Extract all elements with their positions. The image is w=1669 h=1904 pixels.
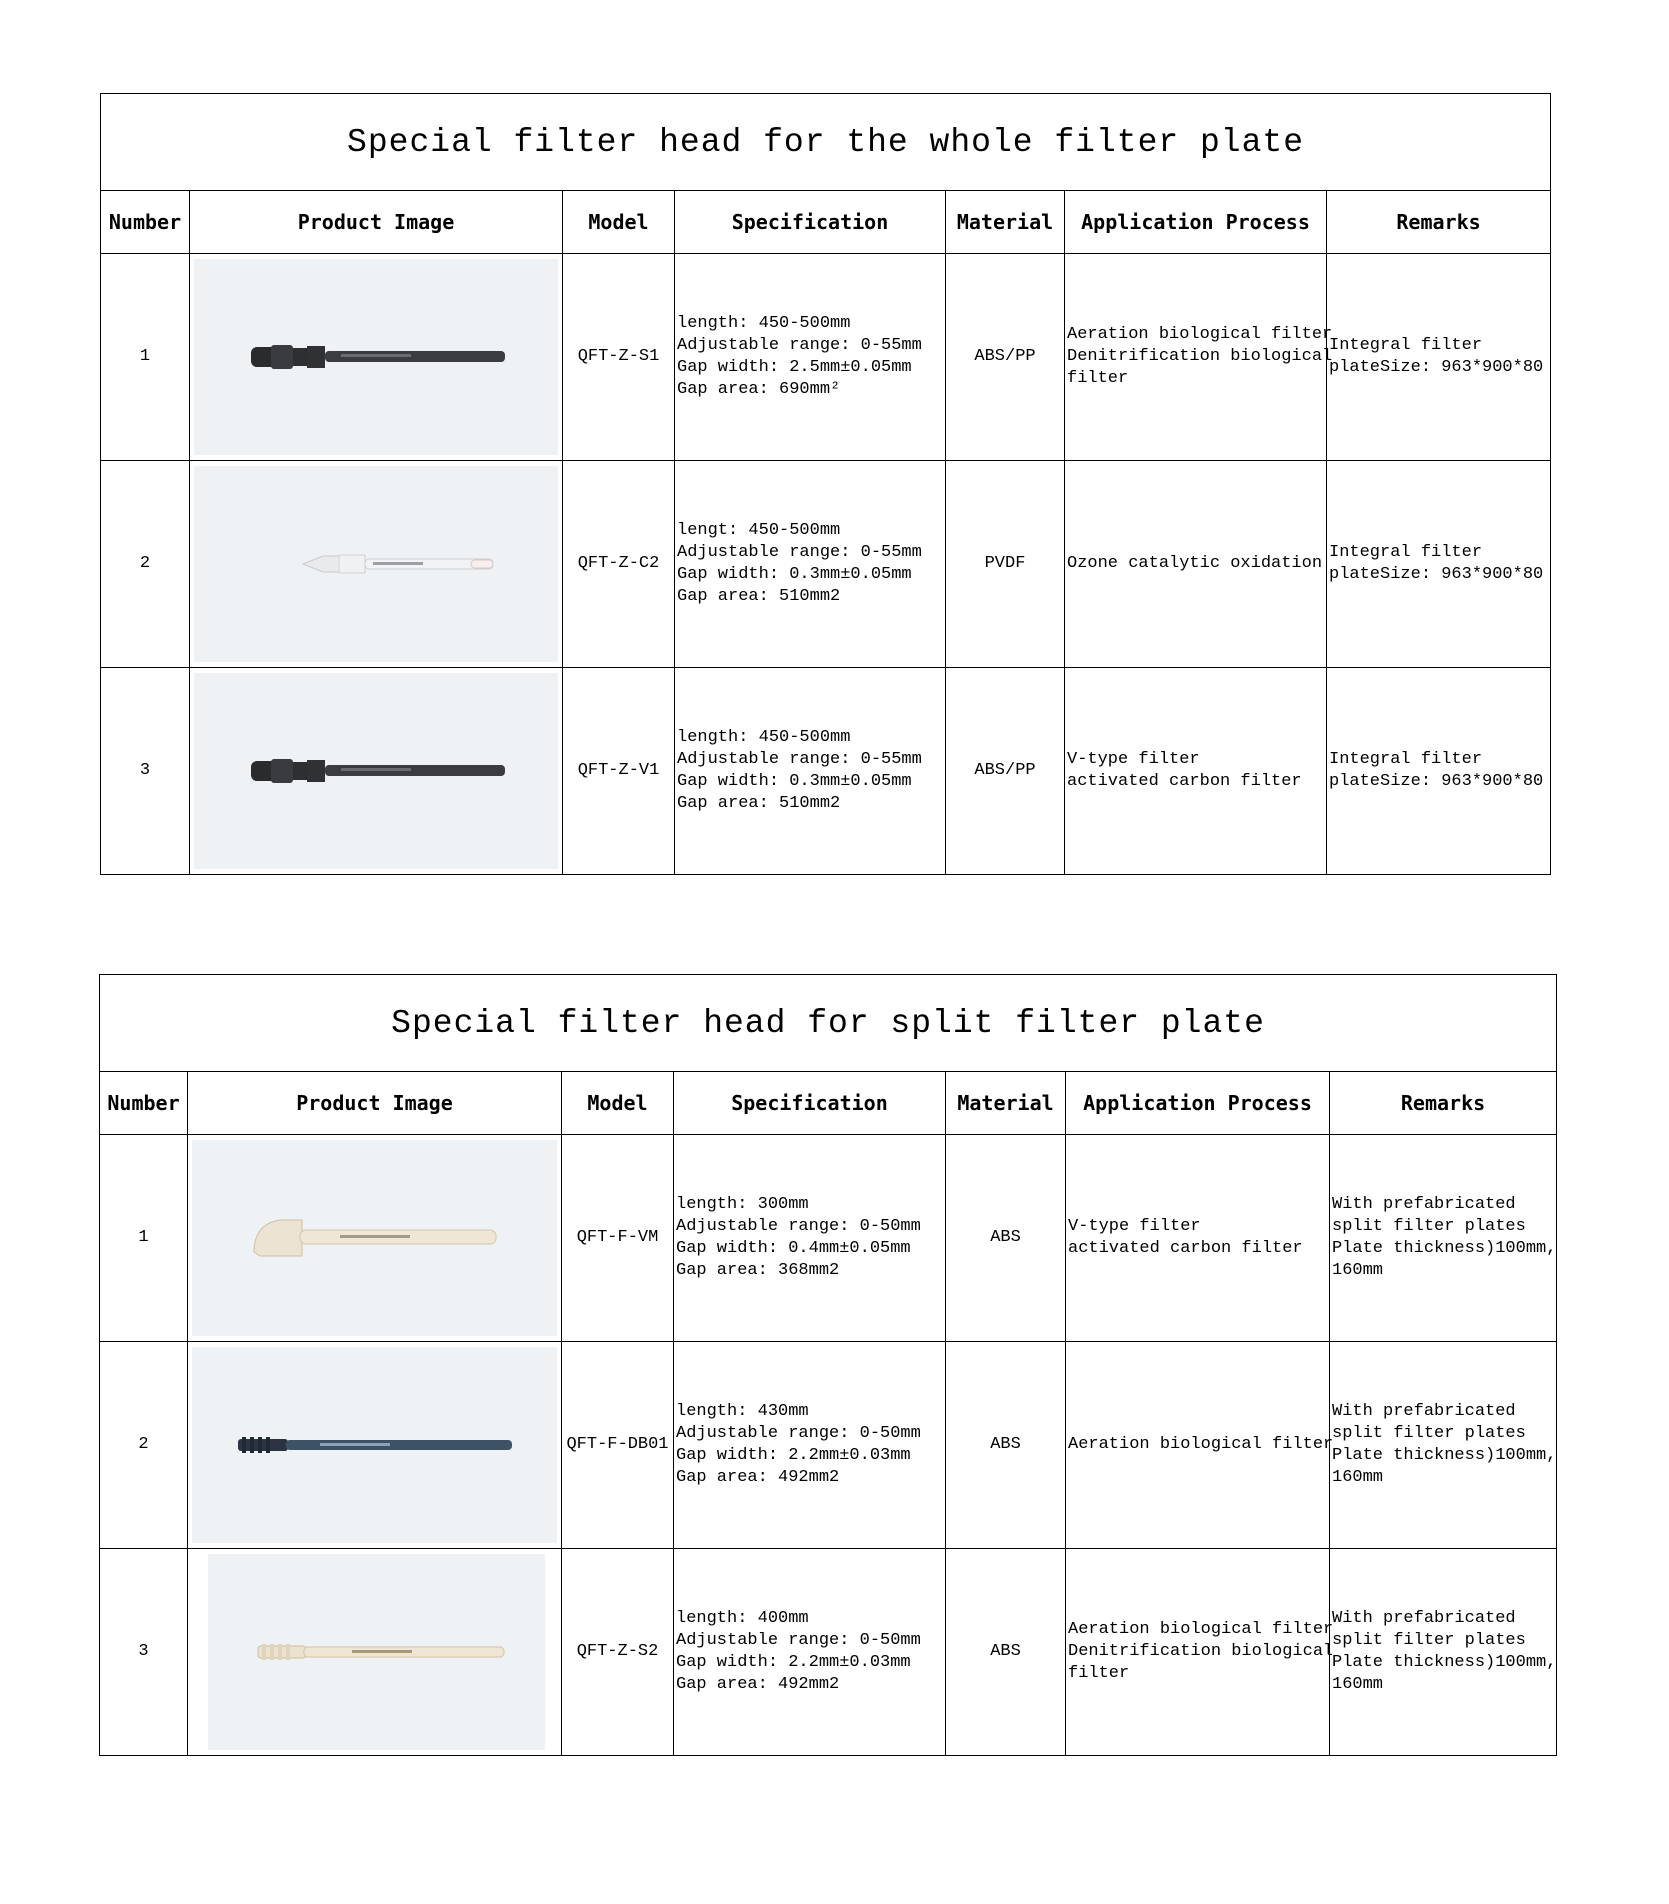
table-row	[100, 1549, 1557, 1756]
header-application-process: Application Process	[1066, 1072, 1330, 1135]
product-image-cell	[190, 254, 563, 461]
header-application-process: Application Process	[1065, 191, 1327, 254]
table-row	[100, 1135, 1557, 1342]
application-cell: V-type filter activated carbon filter	[1066, 1135, 1330, 1342]
table-title: Special filter head for split filter plate	[100, 975, 1557, 1072]
row-number: 1	[100, 1135, 188, 1342]
model-cell: QFT-F-DB01	[562, 1342, 674, 1549]
specification-cell: length: 400mm Adjustable range: 0-50mm Gap width: 2.2mm±0.03mm Gap area: 492mm2	[674, 1549, 946, 1756]
table-row	[100, 1342, 1557, 1549]
specification-cell: length: 450-500mm Adjustable range: 0-55mm Gap width: 2.5mm±0.05mm Gap area: 690mm²	[675, 254, 946, 461]
model-cell: QFT-Z-C2	[563, 461, 675, 668]
header-specification: Specification	[674, 1072, 946, 1135]
application-cell: Ozone catalytic oxidation	[1065, 461, 1327, 668]
table-row	[101, 461, 1551, 668]
material-cell: ABS	[946, 1549, 1066, 1756]
model-cell: QFT-Z-S1	[563, 254, 675, 461]
application-cell: Aeration biological filter	[1066, 1342, 1330, 1549]
application-cell: V-type filter activated carbon filter	[1065, 668, 1327, 875]
table-title: Special filter head for the whole filter plate	[101, 94, 1551, 191]
remarks-cell: Integral filter plateSize: 963*900*80	[1327, 668, 1551, 875]
remarks-cell: Integral filter plateSize: 963*900*80	[1327, 461, 1551, 668]
application-cell: Aeration biological filter Denitrification biological filter	[1066, 1549, 1330, 1756]
model-cell: QFT-Z-V1	[563, 668, 675, 875]
material-cell: PVDF	[946, 461, 1065, 668]
product-image-cell	[188, 1549, 562, 1756]
header-material: Material	[946, 1072, 1066, 1135]
product-image-cell	[190, 461, 563, 668]
header-number: Number	[101, 191, 190, 254]
beige-filter-head-image	[208, 1554, 545, 1750]
remarks-cell: With prefabricated split filter plates Plate thickness)100mm, 160mm	[1330, 1135, 1557, 1342]
header-row	[100, 1072, 1557, 1135]
header-number: Number	[100, 1072, 188, 1135]
header-remarks: Remarks	[1327, 191, 1551, 254]
product-image-cell	[190, 668, 563, 875]
specification-cell: lengt: 450-500mm Adjustable range: 0-55mm Gap width: 0.3mm±0.05mm Gap area: 510mm2	[675, 461, 946, 668]
row-number: 1	[101, 254, 190, 461]
table-row	[101, 254, 1551, 461]
model-cell: QFT-Z-S2	[562, 1549, 674, 1756]
header-row	[101, 191, 1551, 254]
product-image-cell	[188, 1135, 562, 1342]
remarks-cell: With prefabricated split filter plates Plate thickness)100mm, 160mm	[1330, 1342, 1557, 1549]
whole-filter-plate-table	[100, 93, 1551, 875]
specification-cell: length: 430mm Adjustable range: 0-50mm Gap width: 2.2mm±0.03mm Gap area: 492mm2	[674, 1342, 946, 1549]
header-remarks: Remarks	[1330, 1072, 1557, 1135]
specification-cell: length: 450-500mm Adjustable range: 0-55mm Gap width: 0.3mm±0.05mm Gap area: 510mm2	[675, 668, 946, 875]
header-material: Material	[946, 191, 1065, 254]
model-cell: QFT-F-VM	[562, 1135, 674, 1342]
beige-mushroom-filter-head-image	[192, 1140, 557, 1336]
row-number: 3	[100, 1549, 188, 1756]
remarks-cell: With prefabricated split filter plates Plate thickness)100mm, 160mm	[1330, 1549, 1557, 1756]
material-cell: ABS/PP	[946, 254, 1065, 461]
header-model: Model	[563, 191, 675, 254]
black-filter-head-image	[194, 259, 558, 455]
remarks-cell: Integral filter plateSize: 963*900*80	[1327, 254, 1551, 461]
header-product-image: Product Image	[190, 191, 563, 254]
row-number: 2	[101, 461, 190, 668]
split-filter-plate-table	[99, 974, 1557, 1756]
black-filter-head-image	[194, 673, 558, 869]
material-cell: ABS/PP	[946, 668, 1065, 875]
row-number: 2	[100, 1342, 188, 1549]
header-specification: Specification	[675, 191, 946, 254]
white-filter-head-image	[194, 466, 558, 662]
application-cell: Aeration biological filter Denitrification biological filter	[1065, 254, 1327, 461]
material-cell: ABS	[946, 1135, 1066, 1342]
specification-cell: length: 300mm Adjustable range: 0-50mm Gap width: 0.4mm±0.05mm Gap area: 368mm2	[674, 1135, 946, 1342]
product-image-cell	[188, 1342, 562, 1549]
row-number: 3	[101, 668, 190, 875]
header-model: Model	[562, 1072, 674, 1135]
header-product-image: Product Image	[188, 1072, 562, 1135]
dark-blue-filter-head-image	[192, 1347, 557, 1543]
material-cell: ABS	[946, 1342, 1066, 1549]
table-row	[101, 668, 1551, 875]
